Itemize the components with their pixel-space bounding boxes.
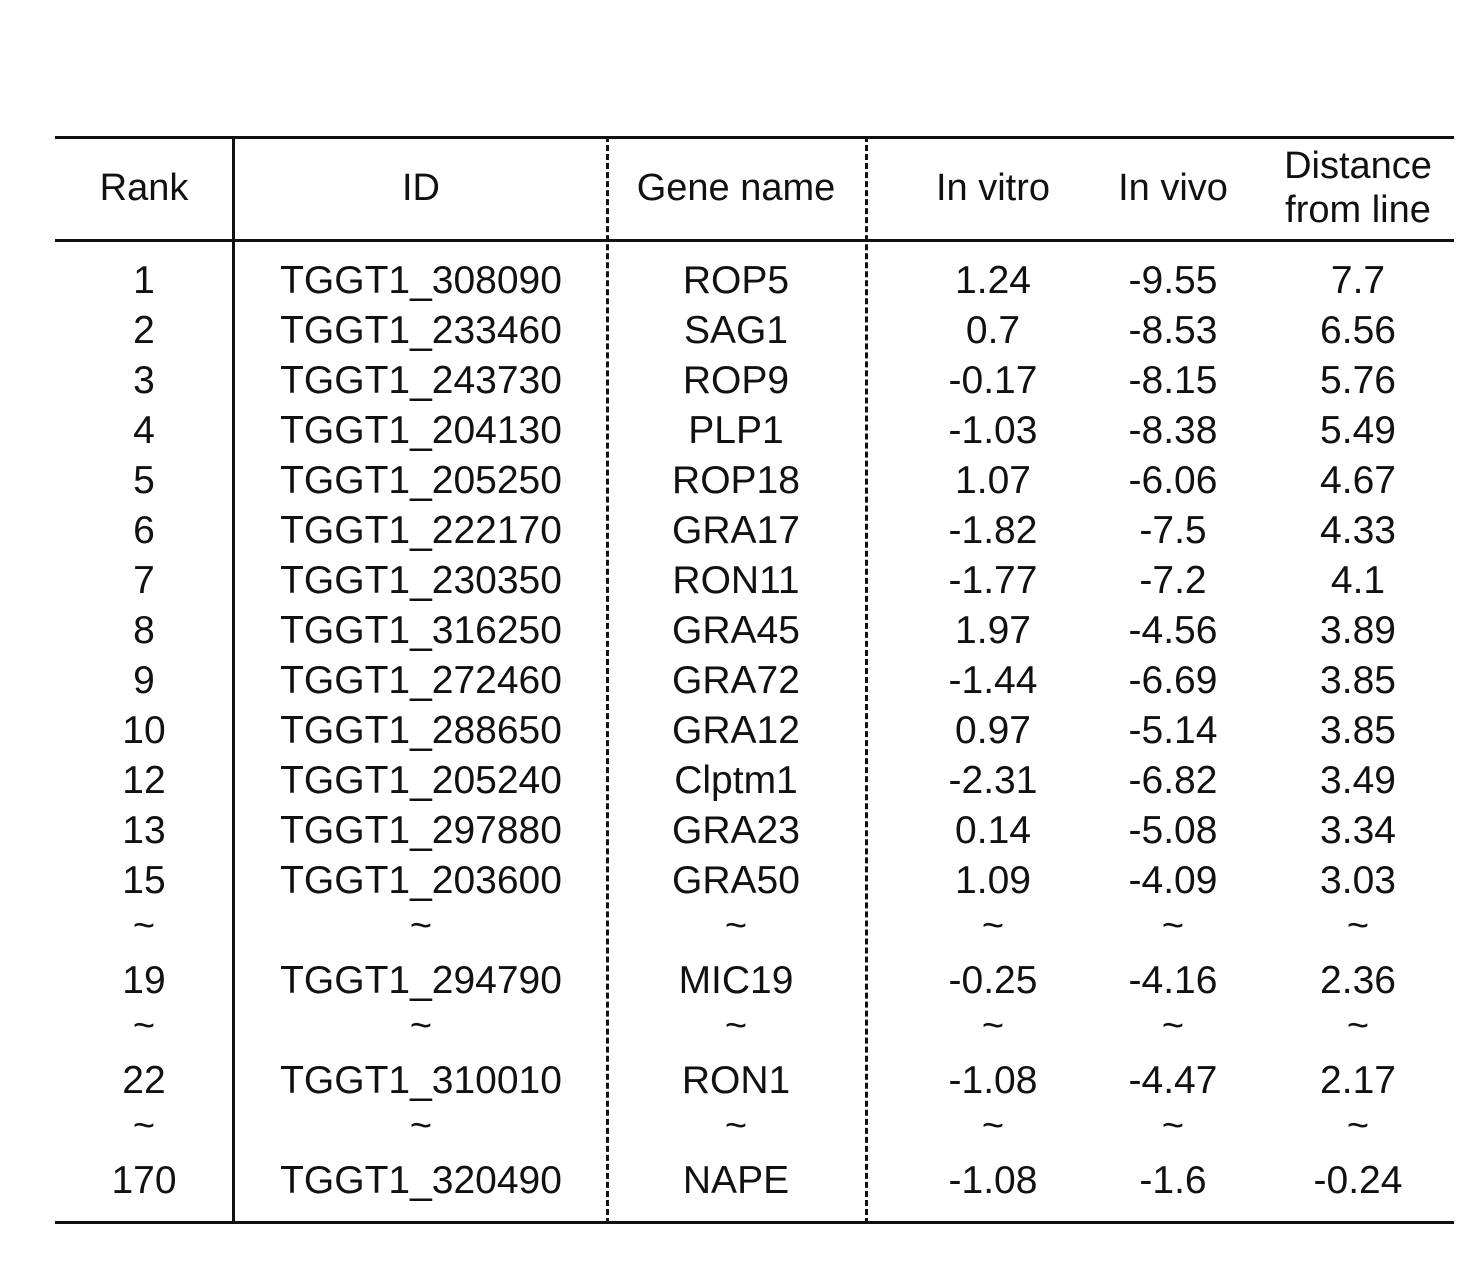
rank-cell: 12 [122,759,166,802]
id-cell: TGGT1_205250 [280,459,562,502]
table-row [55,1156,1454,1206]
gene-ranking-table [55,136,1454,1224]
header-in-vitro [903,136,1083,240]
in-vivo-cell: -5.08 [1128,809,1218,852]
in-vivo-cell: ~ [1161,1105,1185,1147]
header-distance-label-line2: from line [1285,189,1431,231]
distance-cell: 3.34 [1320,809,1396,852]
rank-cell: 3 [133,359,155,402]
table-row [55,606,1454,656]
gene-name-cell: GRA45 [672,609,800,652]
id-cell: TGGT1_316250 [280,609,562,652]
id-cell: TGGT1_222170 [280,509,562,552]
gene-name-cell: ROP5 [682,259,790,302]
rank-cell: 6 [133,509,155,552]
table-row [55,706,1454,756]
rank-cell: ~ [132,1005,156,1047]
in-vivo-cell: -6.69 [1128,659,1218,702]
rank-cell: ~ [132,905,156,947]
in-vitro-cell: -0.25 [948,959,1038,1002]
header-in-vitro-label: In vitro [935,167,1051,209]
gene-name-cell: GRA50 [672,859,800,902]
distance-cell: 3.89 [1320,609,1396,652]
rank-cell: 2 [133,309,155,352]
gene-name-cell: PLP1 [688,409,784,452]
distance-cell: 5.49 [1320,409,1396,452]
in-vitro-cell: 1.97 [955,609,1031,652]
table-row [55,756,1454,806]
in-vivo-cell: -7.2 [1139,559,1207,602]
id-cell: TGGT1_272460 [280,659,562,702]
distance-cell: 5.76 [1320,359,1396,402]
gene-name-cell: ~ [724,1105,748,1147]
distance-cell: 3.85 [1320,709,1396,752]
in-vitro-cell: -1.82 [948,509,1038,552]
id-cell: ~ [409,905,433,947]
table-gap-row [55,1006,1454,1056]
in-vitro-cell: 0.97 [955,709,1031,752]
in-vitro-cell: -1.77 [948,559,1038,602]
id-cell: TGGT1_233460 [280,309,562,352]
in-vivo-cell: -6.06 [1128,459,1218,502]
in-vitro-cell: -1.44 [948,659,1038,702]
header-distance-from-line [1263,136,1453,240]
table-row [55,256,1454,306]
rank-cell: 13 [122,809,166,852]
distance-cell: 3.03 [1320,859,1396,902]
gene-name-cell: ~ [724,905,748,947]
table-gap-row [55,906,1454,956]
in-vivo-cell: -6.82 [1128,759,1218,802]
gene-name-cell: Clptm1 [674,759,798,802]
id-cell: TGGT1_203600 [280,859,562,902]
rank-cell: 22 [122,1059,166,1102]
in-vivo-cell: -1.6 [1139,1159,1207,1202]
in-vivo-cell: -4.09 [1128,859,1218,902]
header-in-vivo-label: In vivo [1118,167,1228,209]
distance-cell: 2.36 [1320,959,1396,1002]
header-rank [55,136,233,240]
gene-name-cell: RON11 [672,559,800,602]
table-row [55,506,1454,556]
gene-name-cell: GRA17 [672,509,800,552]
rank-cell: 8 [133,609,155,652]
table-row [55,956,1454,1006]
distance-cell: 3.49 [1320,759,1396,802]
table-row [55,556,1454,606]
gene-name-cell: ROP18 [672,459,800,502]
table-row [55,456,1454,506]
in-vivo-cell: -8.15 [1128,359,1218,402]
rank-cell: 4 [133,409,155,452]
header-distance-label-line1: Distance [1284,145,1432,187]
id-cell: TGGT1_205240 [280,759,562,802]
table-row [55,856,1454,906]
id-cell: TGGT1_294790 [280,959,562,1002]
rank-cell: 10 [122,709,166,752]
in-vivo-cell: -4.56 [1128,609,1218,652]
in-vivo-cell: -9.55 [1128,259,1218,302]
gene-name-cell: ROP9 [682,359,790,402]
header-rank-label: Rank [99,167,189,209]
gene-name-cell: GRA72 [672,659,800,702]
in-vivo-cell: -7.5 [1139,509,1207,552]
gene-name-cell: NAPE [682,1159,790,1202]
gene-name-cell: GRA23 [672,809,800,852]
in-vitro-cell: -1.03 [948,409,1038,452]
rank-cell: 19 [122,959,166,1002]
in-vivo-cell: -4.47 [1128,1059,1218,1102]
id-cell: TGGT1_243730 [280,359,562,402]
table-bottom-rule [55,1221,1454,1224]
in-vitro-cell: ~ [981,1005,1005,1047]
in-vitro-cell: 1.07 [955,459,1031,502]
table-row [55,806,1454,856]
header-gene-name [608,136,864,240]
in-vitro-cell: -0.17 [948,359,1038,402]
id-cell: TGGT1_230350 [280,559,562,602]
header-in-vivo [1083,136,1263,240]
in-vitro-cell: -2.31 [948,759,1038,802]
in-vitro-cell: 1.09 [955,859,1031,902]
header-id [234,136,608,240]
in-vivo-cell: -8.53 [1128,309,1218,352]
distance-cell: 4.1 [1330,559,1386,602]
gene-name-cell: ~ [724,1005,748,1047]
distance-cell: 2.17 [1320,1059,1396,1102]
in-vitro-cell: 0.14 [955,809,1031,852]
in-vivo-cell: ~ [1161,1005,1185,1047]
distance-cell: ~ [1346,905,1370,947]
in-vivo-cell: -5.14 [1128,709,1218,752]
gene-name-cell: GRA12 [672,709,800,752]
table-row [55,1056,1454,1106]
in-vivo-cell: ~ [1161,905,1185,947]
rank-cell: 5 [133,459,155,502]
rank-cell: 9 [133,659,155,702]
id-cell: TGGT1_310010 [280,1059,562,1102]
table-gap-row [55,1106,1454,1156]
table-row [55,656,1454,706]
rank-cell: 170 [111,1159,177,1202]
header-gene-name-label: Gene name [636,167,836,209]
rank-cell: ~ [132,1105,156,1147]
in-vivo-cell: -8.38 [1128,409,1218,452]
in-vitro-cell: 1.24 [955,259,1031,302]
id-cell: ~ [409,1005,433,1047]
distance-cell: 7.7 [1330,259,1386,302]
table-row [55,306,1454,356]
in-vivo-cell: -4.16 [1128,959,1218,1002]
gene-name-cell: RON1 [681,1059,791,1102]
gene-name-cell: MIC19 [678,959,794,1002]
table-row [55,406,1454,456]
id-cell: TGGT1_288650 [280,709,562,752]
table-header [55,136,1454,240]
in-vitro-cell: -1.08 [948,1159,1038,1202]
table-body [55,256,1454,1206]
distance-cell: 3.85 [1320,659,1396,702]
rank-cell: 7 [133,559,155,602]
distance-cell: 4.67 [1320,459,1396,502]
id-cell: TGGT1_204130 [280,409,562,452]
id-cell: TGGT1_297880 [280,809,562,852]
rank-cell: 1 [133,259,155,302]
distance-cell: 6.56 [1320,309,1396,352]
in-vitro-cell: ~ [981,1105,1005,1147]
header-id-label: ID [402,167,440,209]
id-cell: TGGT1_308090 [280,259,562,302]
distance-cell: -0.24 [1313,1159,1403,1202]
id-cell: TGGT1_320490 [280,1159,562,1202]
in-vitro-cell: 0.7 [965,309,1021,352]
id-cell: ~ [409,1105,433,1147]
rank-cell: 15 [122,859,166,902]
table-row [55,356,1454,406]
distance-cell: 4.33 [1320,509,1396,552]
in-vitro-cell: -1.08 [948,1059,1038,1102]
in-vitro-cell: ~ [981,905,1005,947]
gene-name-cell: SAG1 [683,309,789,352]
distance-cell: ~ [1346,1105,1370,1147]
distance-cell: ~ [1346,1005,1370,1047]
